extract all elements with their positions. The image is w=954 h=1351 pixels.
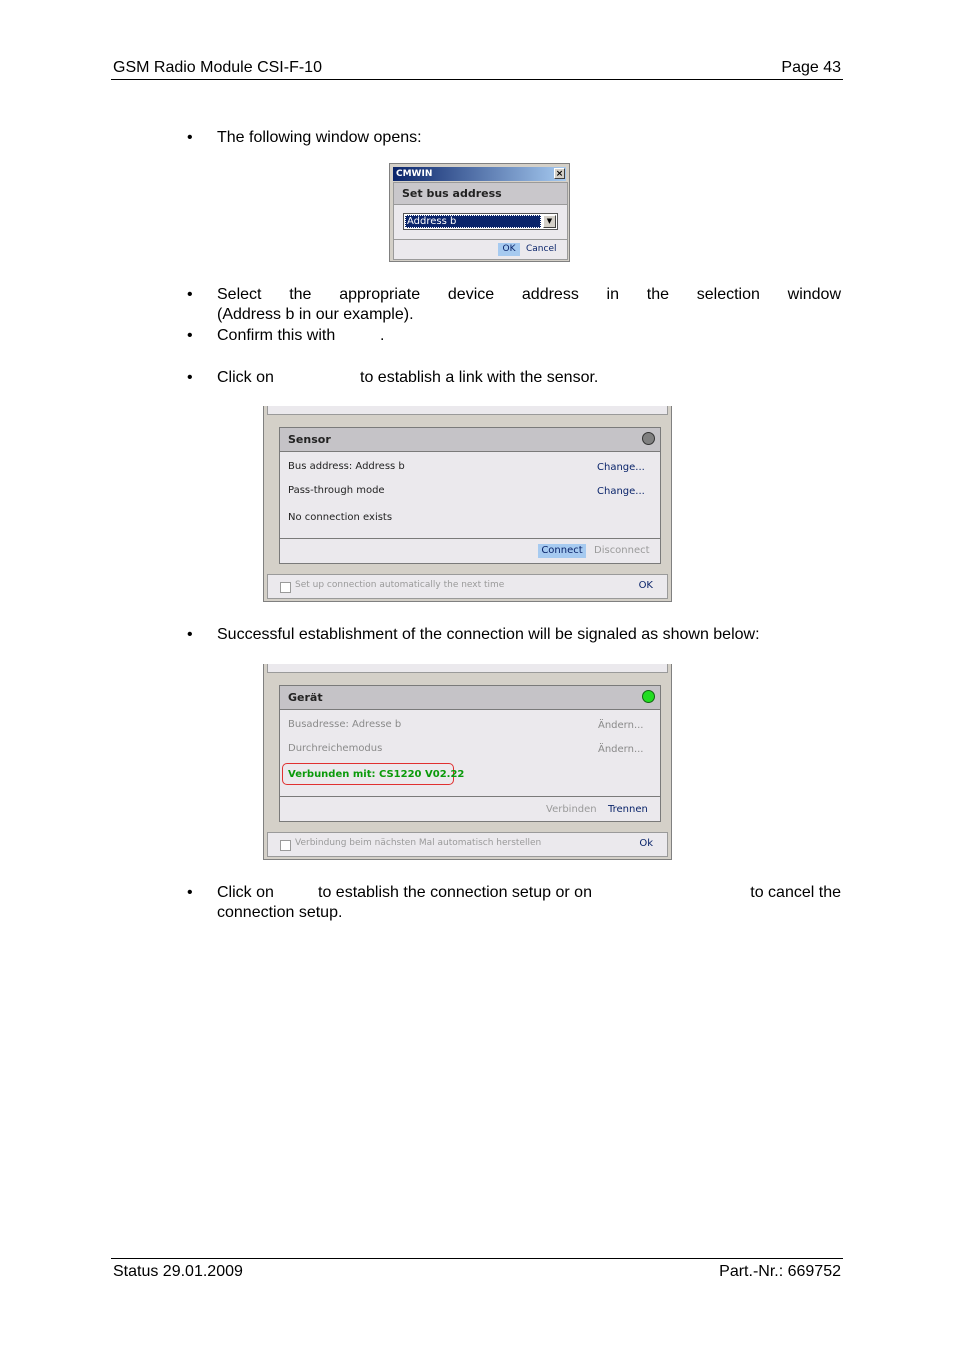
bullet-marker: • <box>187 369 193 386</box>
geraet-panel <box>263 664 672 860</box>
dialog-heading: Set bus address <box>394 183 567 205</box>
bullet-text-part: to establish a link with the sensor. <box>360 369 599 386</box>
bullet-text-part: to establish the connection setup or on <box>318 884 592 901</box>
bullet-text: Successful establishment of the connection will be signaled as shown below: <box>217 626 760 643</box>
panel-top-edge <box>267 406 668 415</box>
bus-address-label: Busadresse: Adresse b <box>288 719 402 730</box>
auto-connect-label: Verbindung beim nächsten Mal automatisch herstellen <box>295 838 542 848</box>
geraet-footer <box>267 832 668 857</box>
set-bus-address-dialog <box>389 163 570 262</box>
geraet-button-bar <box>280 796 660 822</box>
bullet-text: The following window opens: <box>217 129 422 146</box>
chevron-down-icon[interactable]: ▼ <box>543 215 556 228</box>
change-pass-through-link[interactable]: Change... <box>597 486 645 497</box>
bullet-text: Select the appropriate device address in the selection window <box>217 286 841 303</box>
bullet-text: Click on <box>217 884 274 901</box>
status-led-icon <box>642 690 655 703</box>
connect-button[interactable]: Connect <box>538 544 586 558</box>
pass-through-label: Pass-through mode <box>288 485 385 496</box>
doc-title: GSM Radio Module CSI-F-10 <box>113 59 322 76</box>
page-number: Page 43 <box>781 59 841 76</box>
bullet-marker: • <box>187 626 193 643</box>
connection-status: Verbunden mit: CS1220 V02.22 <box>288 769 465 780</box>
bullet-text-continued: connection setup. <box>217 904 343 921</box>
address-select[interactable] <box>403 213 558 230</box>
dialog-title: CMWIN <box>396 169 433 179</box>
sensor-panel <box>263 406 672 602</box>
geraet-box <box>279 685 661 822</box>
footer-rule <box>111 1258 843 1259</box>
pass-through-label: Durchreichemodus <box>288 743 383 754</box>
address-select-value: Address b <box>405 215 541 228</box>
bullet-marker: • <box>187 884 193 901</box>
bullet-text-end: . <box>380 327 385 344</box>
dialog-body <box>393 182 568 260</box>
geraet-heading: Gerät <box>280 686 660 710</box>
auto-connect-checkbox[interactable] <box>280 582 291 593</box>
panel-top-edge <box>267 664 668 673</box>
change-bus-address-link[interactable]: Ändern... <box>598 720 644 731</box>
sensor-button-bar <box>280 538 660 564</box>
close-icon[interactable]: × <box>555 169 564 179</box>
status-led-icon <box>642 432 655 445</box>
bullet-marker: • <box>187 286 193 303</box>
bullet-marker: • <box>187 327 193 344</box>
disconnect-button[interactable]: Trennen <box>608 804 648 815</box>
change-pass-through-link[interactable]: Ändern... <box>598 744 644 755</box>
auto-connect-label: Set up connection automatically the next time <box>295 580 505 590</box>
connect-button[interactable]: Verbinden <box>546 804 597 815</box>
header-rule <box>111 79 843 80</box>
sensor-footer <box>267 574 668 599</box>
cancel-button[interactable]: Cancel <box>526 244 557 254</box>
ok-button[interactable]: OK <box>638 580 653 591</box>
bullet-text-continued: (Address b in our example). <box>217 306 414 323</box>
sensor-box <box>279 427 661 564</box>
ok-button[interactable]: OK <box>498 243 520 256</box>
status-date: Status 29.01.2009 <box>113 1263 243 1280</box>
auto-connect-checkbox[interactable] <box>280 840 291 851</box>
bullet-text-part: to cancel the <box>750 884 841 901</box>
ok-button[interactable]: Ok <box>639 838 653 849</box>
sensor-heading: Sensor <box>280 428 660 452</box>
bullet-text: Confirm this with <box>217 327 336 344</box>
disconnect-button[interactable]: Disconnect <box>594 545 650 556</box>
bus-address-label: Bus address: Address b <box>288 461 405 472</box>
dialog-titlebar <box>393 167 566 181</box>
dialog-button-row <box>394 239 567 260</box>
change-bus-address-link[interactable]: Change... <box>597 462 645 473</box>
part-number: Part.-Nr.: 669752 <box>719 1263 841 1280</box>
bullet-marker: • <box>187 129 193 146</box>
bullet-text: Click on <box>217 369 274 386</box>
connection-status: No connection exists <box>288 512 393 523</box>
